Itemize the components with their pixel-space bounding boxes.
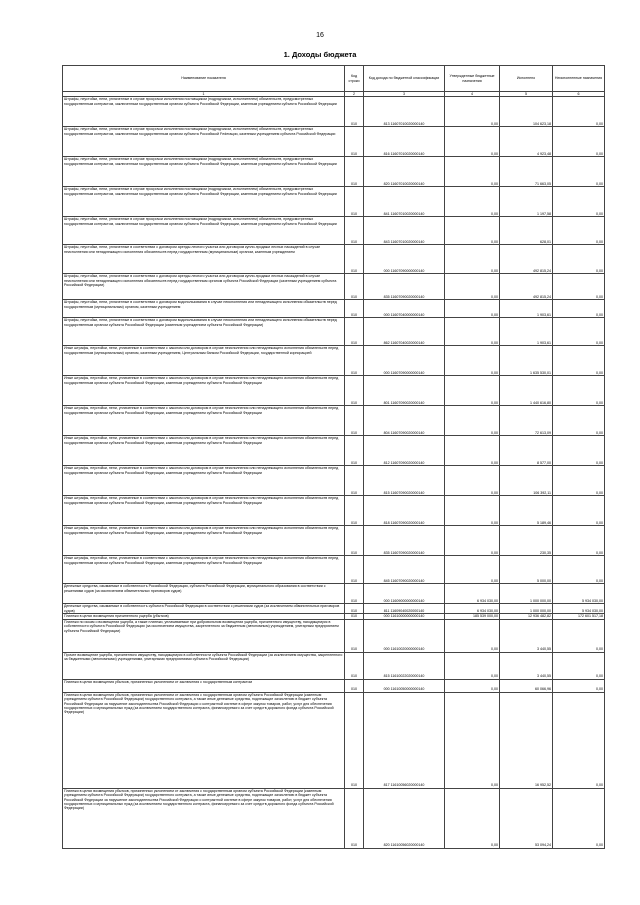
cell-approved: 0,00	[445, 127, 500, 157]
cell-executed: 492 815,24	[500, 245, 553, 274]
cell-approved: 0,00	[445, 652, 500, 679]
table-row	[63, 406, 605, 436]
cell-line-code: 010	[345, 556, 364, 584]
cell-classification-code: 000 11610020000000140	[364, 619, 445, 652]
section-title: 1. Доходы бюджета	[283, 50, 357, 59]
cell-executed: 53 094,24	[500, 788, 553, 848]
column-number: 1	[63, 92, 345, 97]
table-row	[63, 526, 605, 556]
cell-name: Иные штрафы, неустойки, пени, уплаченные в соответствии с законом или договором в случае неисполнения или ненадлежащего исполнения обязательств перед государственным органом субъекта Российской Федерации, казенным учреждением субъекта Российской Федерации	[63, 436, 345, 466]
cell-name: Иные штрафы, неустойки, пени, уплаченные в соответствии с законом или договором в случае неисполнения или ненадлежащего исполнения обязательств перед государственным органом субъекта Российской Федерации, казенным учреждением субъекта Российской Федерации	[63, 556, 345, 584]
cell-name: Прочее возмещение ущерба, причиненного имуществу, находящемуся в собственности субъекта Российской Федерации (за исключением имущества, закрепленного за бюджетными (автономными) учреждениями, унитарными предприятиями субъекта Российской Федерации)	[63, 652, 345, 679]
cell-classification-code: 815 11610022020000140	[364, 652, 445, 679]
cell-classification-code: 813 11607010020000140	[364, 97, 445, 127]
cell-classification-code: 804 11607090020000140	[364, 406, 445, 436]
table-row	[63, 300, 605, 318]
cell-classification-code: 820 11610056020000140	[364, 788, 445, 848]
cell-classification-code: 000 11607090000000140	[364, 346, 445, 376]
cell-line-code: 010	[345, 436, 364, 466]
cell-executed: 104 623,18	[500, 97, 553, 127]
cell-approved: 0,00	[445, 692, 500, 788]
cell-line-code: 010	[345, 157, 364, 187]
cell-unexecuted: 0,00	[553, 436, 605, 466]
cell-name: Штрафы, неустойки, пени, уплаченные в соответствии с договором аренды лесного участка или договором купли-продажи лесных насаждений в случае неисполнения или ненадлежащего исполнения обязательств перед государственным (муниципальным) органом, казенным учреждением	[63, 245, 345, 274]
cell-approved: 0,00	[445, 97, 500, 127]
cell-executed: 72 613,09	[500, 406, 553, 436]
cell-line-code: 010	[345, 97, 364, 127]
cell-classification-code: 816 11607010020000140	[364, 127, 445, 157]
cell-executed: 1 903,61	[500, 318, 553, 346]
cell-unexecuted: 0,00	[553, 376, 605, 406]
table-row	[63, 496, 605, 526]
cell-executed: 106 392,11	[500, 466, 553, 496]
cell-line-code: 010	[345, 788, 364, 848]
table-row	[63, 436, 605, 466]
cell-classification-code: 811 11609040020000140	[364, 604, 445, 614]
cell-approved: 0,00	[445, 496, 500, 526]
cell-name: Платежи в целях возмещения убытков, причиненных уклонением от заключения с государственным органом субъекта Российской Федерации (казенным учреждением субъекта Российской Федерации) государственного контракта, а также иные денежные средства, подлежащие зачислению в бюджет субъекта Российской Федерации за нарушение законодательства Российской Федерации о контрактной системе в сфере закупок товаров, работ, услуг для обеспечения государственных и муниципальных нужд (за исключением государственного контракта, финансируемого за счет средств дорожного фонда субъекта Российской Федерации)	[63, 692, 345, 788]
cell-line-code: 010	[345, 604, 364, 614]
cell-name: Штрафы, неустойки, пени, уплаченные в случае просрочки исполнения поставщиком (подрядчиком, исполнителем) обязательств, предусмотренных государственным контрактом, заключенным государственным органом субъекта Российской Federации, казенным учреждением субъекта Российской Федерации	[63, 127, 345, 157]
cell-unexecuted: 0,00	[553, 496, 605, 526]
cell-executed: 230,35	[500, 526, 553, 556]
cell-executed: 60 066,96	[500, 679, 553, 692]
cell-classification-code: 835 11607090020000140	[364, 526, 445, 556]
cell-unexecuted: 0,00	[553, 300, 605, 318]
cell-line-code: 010	[345, 274, 364, 300]
cell-approved: 0,00	[445, 376, 500, 406]
cell-approved: 0,00	[445, 466, 500, 496]
cell-unexecuted: 0,00	[553, 619, 605, 652]
cell-approved: 0,00	[445, 619, 500, 652]
cell-classification-code: 845 11607090020000140	[364, 556, 445, 584]
cell-executed: 71 663,05	[500, 157, 553, 187]
cell-name: Штрафы, неустойки, пени, уплаченные в случае просрочки исполнения поставщиком (подрядчиком, исполнителем) обязательств, предусмотренных государственным контрактом, заключенным государственным органом субъекта Российской Федерации, казенным учреждением субъекта Российской Федерации	[63, 187, 345, 217]
column-header-line: Код строки	[345, 66, 364, 92]
cell-name: Иные штрафы, неустойки, пени, уплаченные в соответствии с законом или договором в случае неисполнения или ненадлежащего исполнения обязательств перед государственным органом субъекта Российской Федерации, казенным учреждением субъекта Российской Федерации	[63, 466, 345, 496]
cell-line-code: 010	[345, 127, 364, 157]
cell-name: Денежные средства, изымаемые в собственность субъекта Российской Федерации в соответствии с решениями судов (за исключением обвинительных приговоров судов)	[63, 604, 345, 614]
page-number: 16	[316, 32, 324, 39]
cell-classification-code: 820 11607010020000140	[364, 157, 445, 187]
cell-approved: 0,00	[445, 217, 500, 245]
cell-name: Платежи в целях возмещения убытков, причиненных уклонением от заключения с государственным контрактом	[63, 679, 345, 692]
cell-executed: 1 635 530,01	[500, 346, 553, 376]
table-row	[63, 274, 605, 300]
cell-executed: 1 000 000,00	[500, 604, 553, 614]
cell-line-code: 010	[345, 619, 364, 652]
cell-name: Иные штрафы, неустойки, пени, уплаченные в соответствии с законом или договором в случае неисполнения или ненадлежащего исполнения обязательств перед государственным органом субъекта Российской Федерации, казенным учреждением субъекта Российской Федерации	[63, 496, 345, 526]
cell-name: Иные штрафы, неустойки, пени, уплаченные в соответствии с законом или договором в случае неисполнения или ненадлежащего исполнения обязательств перед государственным органом субъекта Российской Федерации, казенным учреждением субъекта Российской Федерации	[63, 526, 345, 556]
cell-unexecuted: 0,00	[553, 526, 605, 556]
column-header-name: Наименование показателя	[63, 66, 345, 92]
cell-executed: 4 923,48	[500, 127, 553, 157]
table-row	[63, 217, 605, 245]
cell-executed: 12 936 482,82	[500, 614, 553, 619]
cell-approved: 0,00	[445, 679, 500, 692]
cell-approved: 0,00	[445, 187, 500, 217]
cell-classification-code: 000 11607040000000140	[364, 300, 445, 318]
cell-executed: 1 440 616,80	[500, 376, 553, 406]
cell-line-code: 010	[345, 406, 364, 436]
cell-executed: 8 577,00	[500, 436, 553, 466]
cell-name: Платежи по искам о возмещении ущерба, а также платежи, уплачиваемые при добровольном возмещении ущерба, причиненного имуществу, находящемуся в собственности субъекта Российской Федерации (за исключением имущества, закрепленного за бюджетным (автономным) учреждением, унитарным предприятием субъекта Российской Федерации)	[63, 619, 345, 652]
cell-approved: 0,00	[445, 436, 500, 466]
cell-unexecuted: 0,00	[553, 245, 605, 274]
table-row	[63, 692, 605, 788]
table-row	[63, 187, 605, 217]
cell-unexecuted: 0,00	[553, 679, 605, 692]
column-header-executed: Исполнено	[500, 66, 553, 92]
cell-unexecuted: 5 934 030,00	[553, 604, 605, 614]
cell-classification-code: 843 11607010020000140	[364, 217, 445, 245]
cell-executed: 3 440,55	[500, 652, 553, 679]
cell-line-code: 010	[345, 187, 364, 217]
cell-classification-code: 818 11607090020000140	[364, 496, 445, 526]
cell-name: Платежи в целях возмещения причиненного ущерба (убытков)	[63, 614, 345, 619]
cell-classification-code: 812 11607090020000140	[364, 436, 445, 466]
cell-line-code: 010	[345, 217, 364, 245]
cell-line-code: 010	[345, 300, 364, 318]
cell-name: Штрафы, неустойки, пени, уплаченные в соответствии с договором водопользования в случае неисполнения или ненадлежащего исполнения обязательств перед государственным органом субъекта Российской Федерации (казенным учреждением субъекта Российской Федерации)	[63, 318, 345, 346]
cell-unexecuted: 0,00	[553, 556, 605, 584]
cell-classification-code: 817 11610056020000140	[364, 692, 445, 788]
cell-name: Штрафы, неустойки, пени, уплаченные в случае просрочки исполнения поставщиком (подрядчиком, исполнителем) обязательств, предусмотренных государственным контрактом, заключенным государственным органом субъекта Российской Федерации, казенным учреждением субъекта Российской Федерации	[63, 157, 345, 187]
cell-unexecuted: 0,00	[553, 217, 605, 245]
table-row	[63, 97, 605, 127]
table-row	[63, 466, 605, 496]
cell-approved: 0,00	[445, 406, 500, 436]
table-row	[63, 127, 605, 157]
column-header-code: Код дохода по бюджетной классификации	[364, 66, 445, 92]
cell-approved: 0,00	[445, 274, 500, 300]
cell-unexecuted: 0,00	[553, 406, 605, 436]
cell-line-code: 010	[345, 376, 364, 406]
column-number: 2	[345, 92, 364, 97]
cell-classification-code: 000 11609000000000140	[364, 584, 445, 604]
cell-classification-code: 862 11607040020000140	[364, 318, 445, 346]
cell-classification-code: 835 11607090020000140	[364, 274, 445, 300]
cell-classification-code: 815 11607090020000140	[364, 466, 445, 496]
cell-approved: 185 539 000,00	[445, 614, 500, 619]
cell-name: Штрафы, неустойки, пени, уплаченные в случае просрочки исполнения поставщиком (подрядчиком, исполнителем) обязательств, предусмотренных государственным контрактом, заключенным государственным органом субъекта Российской Федерации, казенным учреждением субъекта Российской Федерации	[63, 97, 345, 127]
cell-approved: 6 934 030,00	[445, 584, 500, 604]
cell-approved: 0,00	[445, 300, 500, 318]
cell-unexecuted: 0,00	[553, 692, 605, 788]
cell-line-code: 010	[345, 526, 364, 556]
column-number: 4	[445, 92, 500, 97]
table-row	[63, 245, 605, 274]
table-header-row	[63, 66, 605, 92]
cell-line-code: 010	[345, 614, 364, 619]
column-header-unexecuted: Неисполненные назначения	[553, 66, 605, 92]
cell-line-code: 010	[345, 466, 364, 496]
cell-unexecuted: 172 601 517,18	[553, 614, 605, 619]
cell-line-code: 010	[345, 652, 364, 679]
cell-approved: 0,00	[445, 788, 500, 848]
cell-executed: 1 903,61	[500, 300, 553, 318]
cell-approved: 0,00	[445, 157, 500, 187]
cell-classification-code: 801 11607090020000140	[364, 376, 445, 406]
cell-classification-code: 000 11610000000000140	[364, 614, 445, 619]
cell-line-code: 010	[345, 692, 364, 788]
cell-line-code: 010	[345, 584, 364, 604]
cell-approved: 0,00	[445, 346, 500, 376]
cell-unexecuted: 0,00	[553, 274, 605, 300]
table-row	[63, 318, 605, 346]
cell-classification-code: 841 11607010020000140	[364, 187, 445, 217]
cell-executed: 16 952,52	[500, 692, 553, 788]
cell-classification-code: 000 11607090000000140	[364, 245, 445, 274]
cell-unexecuted: 0,00	[553, 788, 605, 848]
table-body	[63, 97, 605, 848]
cell-executed: 5 189,46	[500, 496, 553, 526]
table-row	[63, 376, 605, 406]
cell-name: Штрафы, неустойки, пени, уплаченные в случае просрочки исполнения поставщиком (подрядчиком, исполнителем) обязательств, предусмотренных государственным контрактом, заключенным государственным органом субъекта Российской Федерации, казенным учреждением субъекта Российской Федерации	[63, 217, 345, 245]
cell-name: Иные штрафы, неустойки, пени, уплаченные в соответствии с законом или договором в случае неисполнения или ненадлежащего исполнения обязательств перед государственным (муниципальным) органом, казенным учреждением, Центральным банком Российской Федерации, государственной корпорацией	[63, 346, 345, 376]
cell-line-code: 010	[345, 346, 364, 376]
cell-executed: 492 815,24	[500, 274, 553, 300]
cell-unexecuted: 0,00	[553, 318, 605, 346]
cell-name: Штрафы, неустойки, пени, уплаченные в соответствии с договором водопользования в случае неисполнения или ненадлежащего исполнения обязательств перед государственным (муниципальным) органом, казенным учреждением	[63, 300, 345, 318]
cell-unexecuted: 0,00	[553, 346, 605, 376]
column-number: 3	[364, 92, 445, 97]
cell-executed: 628,01	[500, 217, 553, 245]
cell-name: Иные штрафы, неустойки, пени, уплаченные в соответствии с законом или договором в случае неисполнения или ненадлежащего исполнения обязательств перед государственным органом субъекта Российской Федерации, казенным учреждением субъекта Российской Федерации	[63, 406, 345, 436]
cell-unexecuted: 0,00	[553, 652, 605, 679]
cell-name: Штрафы, неустойки, пени, уплаченные в соответствии с договором аренды лесного участка или договором купли-продажи лесных насаждений в случае неисполнения или ненадлежащего исполнения обязательств перед государственным органом субъекта Российской Федерации (казенным учреждением субъекта Российской Федерации)	[63, 274, 345, 300]
cell-unexecuted: 0,00	[553, 97, 605, 127]
cell-executed: 1 000 000,00	[500, 584, 553, 604]
cell-approved: 0,00	[445, 245, 500, 274]
table-row	[63, 619, 605, 652]
cell-name: Иные штрафы, неустойки, пени, уплаченные в соответствии с законом или договором в случае неисполнения или ненадлежащего исполнения обязательств перед государственным органом субъекта Российской Федерации, казенным учреждением субъекта Российской Федерации	[63, 376, 345, 406]
cell-unexecuted: 0,00	[553, 187, 605, 217]
cell-unexecuted: 0,00	[553, 127, 605, 157]
cell-line-code: 010	[345, 318, 364, 346]
cell-classification-code: 000 11610050000000140	[364, 679, 445, 692]
cell-line-code: 010	[345, 496, 364, 526]
table-row	[63, 788, 605, 848]
column-number: 5	[500, 92, 553, 97]
cell-unexecuted: 0,00	[553, 466, 605, 496]
table-row	[63, 584, 605, 604]
table-row	[63, 556, 605, 584]
cell-approved: 0,00	[445, 556, 500, 584]
table-row	[63, 652, 605, 679]
cell-approved: 0,00	[445, 318, 500, 346]
cell-approved: 0,00	[445, 526, 500, 556]
cell-name: Денежные средства, изымаемые в собственность Российской Федерации, субъекта Российской Федерации, муниципального образования в соответствии с решениями судов (за исключением обвинительных приговоров судов)	[63, 584, 345, 604]
budget-income-table	[62, 65, 605, 849]
table-row	[63, 604, 605, 614]
column-header-approved: Утвержденные бюджетные назначения	[445, 66, 500, 92]
cell-executed: 1 197,58	[500, 187, 553, 217]
cell-line-code: 010	[345, 679, 364, 692]
cell-executed: 3 440,55	[500, 619, 553, 652]
table-row	[63, 157, 605, 187]
cell-name: Платежи в целях возмещения убытков, причиненных уклонением от заключения с государственным органом субъекта Российской Федерации (казенным учреждением субъекта Российской Федерации) государственного контракта, а также иные денежные средства, подлежащие зачислению в бюджет субъекта Российской Федерации за нарушение законодательства Российской Федерации о контрактной системе в сфере закупок товаров, работ, услуг для обеспечения государственных и муниципальных нужд (за исключением государственного контракта, финансируемого за счет средств дорожного фонда субъекта Российской Федерации)	[63, 788, 345, 848]
column-number: 6	[553, 92, 605, 97]
cell-unexecuted: 5 934 030,00	[553, 584, 605, 604]
cell-line-code: 010	[345, 245, 364, 274]
table-row	[63, 679, 605, 692]
cell-executed: 5 000,00	[500, 556, 553, 584]
cell-approved: 6 934 030,00	[445, 604, 500, 614]
cell-unexecuted: 0,00	[553, 157, 605, 187]
table-row	[63, 346, 605, 376]
